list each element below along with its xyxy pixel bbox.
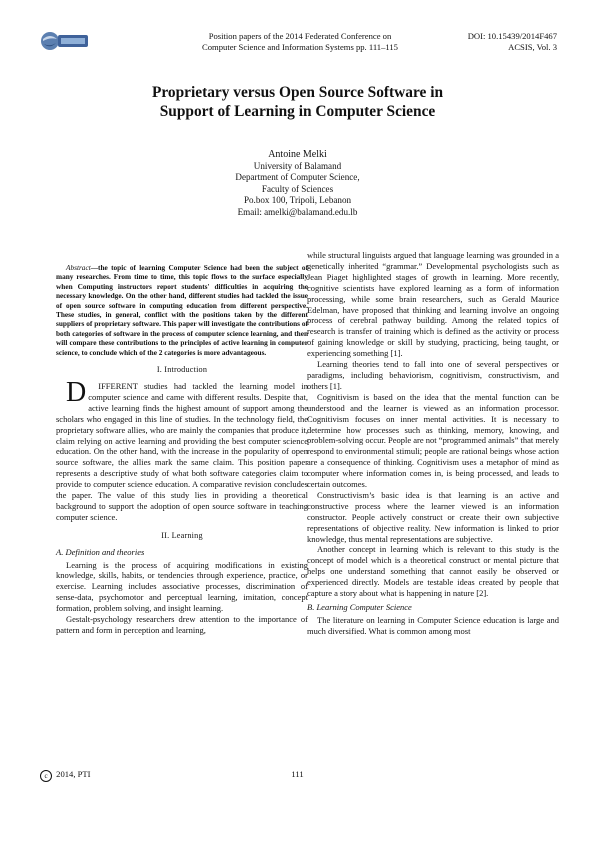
subsection-heading-learning-cs: B. Learning Computer Science [307, 602, 412, 612]
footer-copyright [40, 769, 91, 782]
abstract-label: Abstract [66, 263, 91, 272]
copyright-icon: c [40, 770, 52, 782]
affiliation-university: University of Balamand [253, 161, 342, 171]
paper-title [40, 84, 555, 121]
series-text: ACSIS, Vol. 3 [508, 42, 557, 52]
right-paragraph-1: while structural linguists argued that language learning was grounded in a genetically inherited “grammar.” Developmental psychologists such as Jean Piaget highlighted stages of growth in learning. More recently, cognitive scientists have explored learning as a form of information processing, while some brain researchers, such as Gerald Maurice Edelman, have proposed that thinking and learning involve an ongoing process of cerebral pathway building. Among the related topics of research is transfer of training which is defined as the activity or process of gaining knowledge or skill by studying, practicing, being taught, or experiencing something [1]. [307, 250, 559, 359]
right-paragraph-6: The literature on learning in Computer Science education is large and much diversified. What is common among most [307, 614, 559, 636]
author-address: Po.box 100, Tripoli, Lebanon [243, 195, 352, 206]
copyright-text: 2014, PTI [56, 769, 91, 779]
doi-text: DOI: 10.15439/2014F467 [467, 31, 557, 41]
author-block [40, 149, 555, 218]
acsis-logo [40, 29, 90, 53]
abstract [56, 263, 308, 357]
section-heading-learning: II. Learning [161, 530, 203, 540]
affiliation-faculty: Faculty of Sciences [261, 183, 334, 194]
header-line-2: Computer Science and Information Systems pp. 111–115 [202, 42, 398, 52]
learning-paragraph-2: Gestalt-psychology researchers drew attention to the importance of pattern and form in perception and learning, [56, 614, 308, 635]
learning-paragraph-1: Learning is the process of acquiring modifications in existing knowledge, skills, habits, or tendencies through experience, practice, or exercise. Learning includes associative processes, discrimination of sense-data, psychomotor and perceptual learning, imitation, concept formation, problem solving, and insight learning. [56, 559, 308, 614]
abstract-text: —the topic of learning Computer Science had been the subject of many researches. From time to time, this topic flows to the surface especially when Computing instructors report students' difficulties in acquiring the necessary knowledge. On the other hand, different studies had tackled the issue of open source software in computing education from different perspective. These studies, in general, conflict with the positions taken by the different suppliers of proprietary software. This paper will investigate the contributions of both categories of software in the process of computer science learning, and then will compare these contributions to the principles of active learning in computer science, to conclude which of the 2 categories is more advantageous. [56, 263, 308, 357]
right-column [307, 250, 559, 637]
right-paragraph-4: Constructivism’s basic idea is that learning is an active and constructive process where the learner viewed is an information constructor. People actively construct or create their own subjective representations of objective reality. New information is linked to prior knowledge, thus mental representations are subjective. [307, 489, 559, 544]
left-column [56, 263, 308, 636]
page-number: 111 [291, 769, 304, 779]
right-paragraph-2: Learning theories tend to fall into one of several perspectives or paradigms, including behaviorism, cognitivism, constructivism, and others [1]. [307, 359, 559, 391]
affiliation-department: Department of Computer Science, [235, 172, 360, 183]
drop-cap: D [66, 376, 87, 408]
title-line-1: Proprietary versus Open Source Software in [151, 84, 444, 101]
running-header [140, 31, 460, 53]
intro-paragraph [56, 376, 308, 523]
subsection-heading-definition: A. Definition and theories [56, 546, 145, 557]
section-heading-introduction: I. Introduction [156, 365, 208, 375]
header-line-1: Position papers of the 2014 Federated Conference on [208, 31, 392, 41]
doi-header [468, 31, 557, 53]
author-name: Antoine Melki [268, 149, 327, 160]
right-paragraph-3: Cognitivism is based on the idea that the mental function can be understood and the learner is viewed as an information processor. Cognitivism focuses on inner mental activities. It is necessary to determine how processes such as thinking, memory, knowing, and problem-solving occur. People are not “programmed animals” that merely respond to environmental stimuli; people are rational beings whose action are a consequence of thinking. Cognitivism uses a metaphor of mind as computer where information comes in, is being processed, and leads to certain outcomes. [307, 391, 559, 490]
title-line-2: Support of Learning in Computer Science [159, 102, 436, 120]
intro-text: IFFERENT studies had tackled the learning model in computer science and came with different results. Despite that, active learning finds the highest amount of support among the scholars who engaged in this line of studies. In the technology field, the proprietary software allies, who are mainly the companies that produce it, claim relying on active learning and providing the best computer science education. On the other hand, with the increase in the popularity of open source software, the allies mark the same claim. This position paper represents a descriptive study of what both software categories claim to provide to computer science education. A comparative revision concludes the paper. The value of this study lies in providing a theoretical background to support the adoption of open source software in teaching computer science. [56, 380, 308, 522]
author-email: Email: amelki@balamand.edu.lb [237, 206, 358, 217]
right-paragraph-5: Another concept in learning which is relevant to this study is the concept of model which is a theoretical construct or mental picture that helps one understand something that cannot easily be observed or experienced directly. Models are testable ideas created by people that capture a story about what is happening in nature [2]. [307, 544, 559, 599]
